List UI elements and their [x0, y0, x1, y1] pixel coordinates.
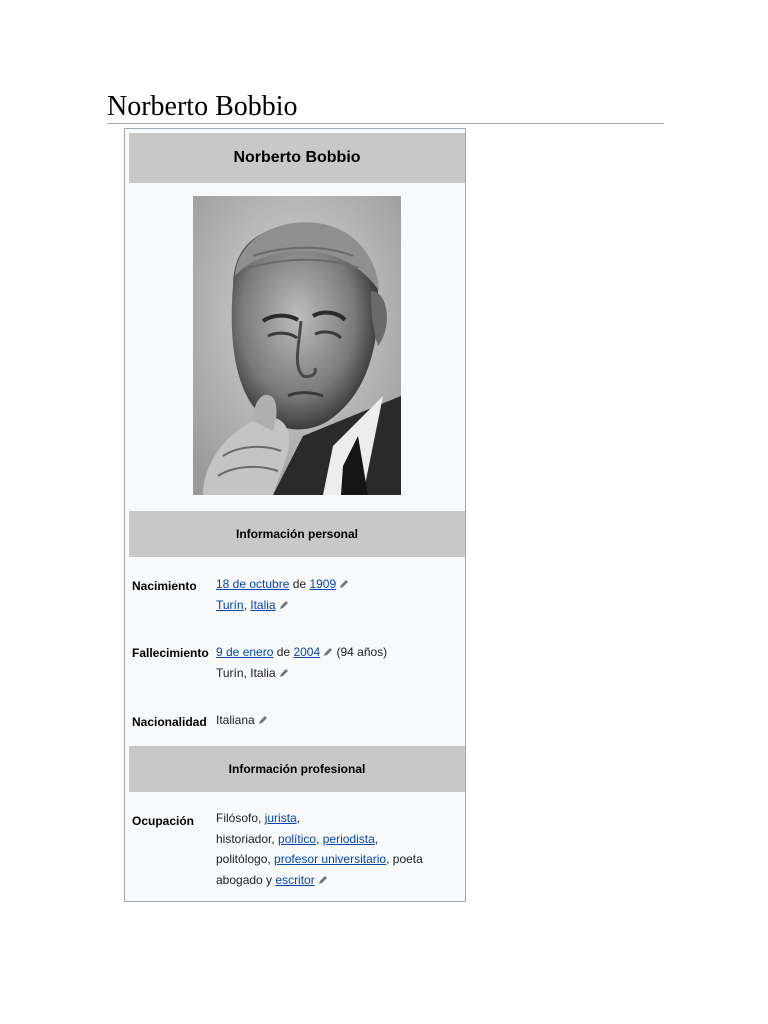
death-label: Fallecimiento: [132, 646, 209, 660]
occupation-text: politólogo,: [216, 852, 275, 866]
nationality-value: [216, 710, 268, 731]
birth-city-link[interactable]: Turín: [216, 597, 244, 612]
pencil-icon[interactable]: [323, 647, 333, 657]
section-header-professional: Información profesional: [129, 746, 465, 792]
death-value: [216, 642, 387, 683]
nationality-text: Italiana: [216, 713, 255, 727]
pencil-icon[interactable]: [339, 579, 349, 589]
occupation-text: historiador,: [216, 831, 279, 846]
pencil-icon[interactable]: [279, 600, 289, 610]
death-year-link[interactable]: 2004: [293, 645, 321, 659]
escritor-link[interactable]: escritor: [275, 872, 315, 887]
occupation-line-4: [216, 870, 423, 891]
occupation-text: Filósofo,: [216, 811, 265, 825]
death-age: (94 años): [336, 645, 388, 659]
death-de-text: de: [276, 645, 291, 659]
birth-label: Nacimiento: [132, 579, 197, 593]
section-header-personal: Información personal: [129, 511, 465, 557]
page-title: Norberto Bobbio: [107, 91, 298, 122]
birth-year-link[interactable]: 1909: [309, 577, 337, 591]
occupation-line-2: [216, 829, 423, 850]
jurista-link[interactable]: jurista: [264, 811, 297, 825]
occupation-comma: ,: [316, 831, 323, 846]
occupation-label: Ocupación: [132, 814, 195, 828]
occupation-comma: ,: [374, 831, 379, 846]
periodista-link[interactable]: periodista: [322, 831, 375, 846]
infobox-title: Norberto Bobbio: [129, 133, 465, 183]
occupation-text: abogado y: [216, 872, 276, 887]
birth-date-line: [216, 574, 349, 595]
portrait-image[interactable]: [193, 196, 401, 495]
birth-date-link[interactable]: 18 de octubre: [216, 577, 290, 591]
death-place-line: [216, 663, 387, 684]
birth-country-link[interactable]: Italia: [250, 597, 276, 612]
nationality-label: Nacionalidad: [132, 715, 207, 729]
pencil-icon[interactable]: [279, 668, 289, 678]
birth-place-separator: ,: [243, 597, 247, 612]
death-date-line: [216, 642, 387, 663]
occupation-line-3: [216, 849, 423, 870]
birth-value: [216, 574, 349, 615]
title-divider: [107, 123, 664, 124]
occupation-line-1: [216, 808, 423, 829]
death-place: Turín, Italia: [216, 665, 276, 680]
occupation-comma: ,: [296, 811, 301, 825]
politico-link[interactable]: político: [278, 831, 317, 846]
birth-de-text: de: [292, 577, 307, 591]
occupation-text: , poeta: [386, 852, 423, 866]
pencil-icon[interactable]: [318, 875, 328, 885]
infobox: [124, 128, 466, 902]
profesor-link[interactable]: profesor universitario: [274, 852, 387, 866]
occupation-value: [216, 808, 423, 890]
pencil-icon[interactable]: [258, 715, 268, 725]
death-date-link[interactable]: 9 de enero: [216, 645, 274, 659]
birth-place-line: [216, 595, 349, 616]
